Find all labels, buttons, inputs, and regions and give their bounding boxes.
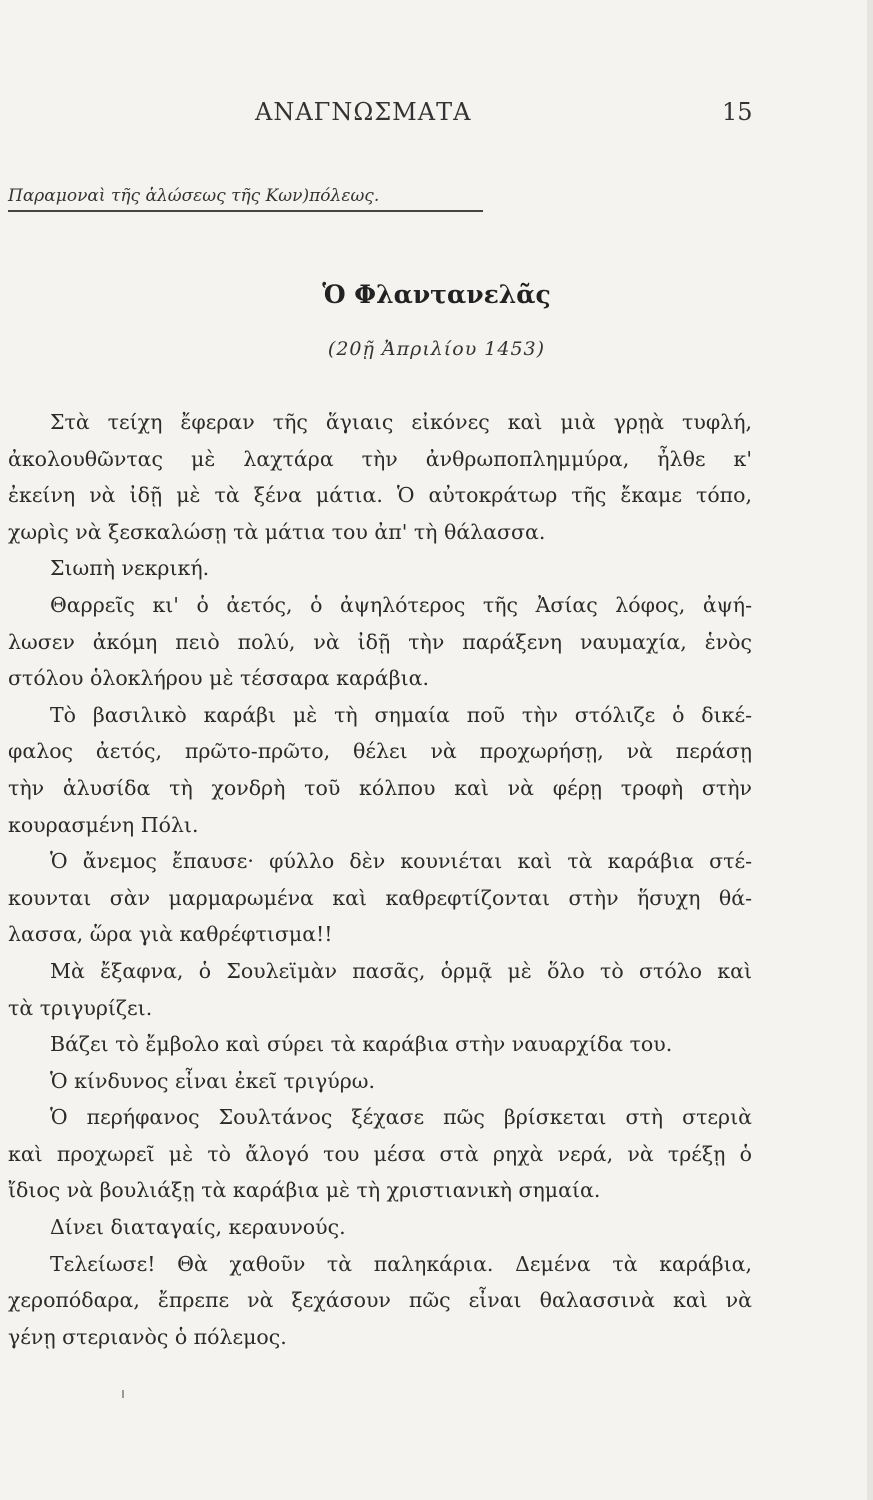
text-line: φαλος ἀετός, πρῶτο-πρῶτο, θέλει νὰ προχωρήσῃ, νὰ περάσῃ (8, 739, 752, 764)
text-line: κουρασμένη Πόλι. (8, 812, 199, 837)
section-caption: Παραμοναὶ τῆς ἁλώσεως τῆς Κων)πόλεως. (8, 186, 483, 212)
text-line: Ὁ ἄνεμος ἔπαυσε· φύλλο δὲν κουνιέται καὶ τὰ καράβια στέ- (50, 849, 752, 874)
running-title: ΑΝΑΓΝΩΣΜΑΤΑ (255, 98, 472, 126)
story-title: Ὁ Φλαντανελᾶς (322, 280, 551, 309)
page-number: 15 (722, 98, 753, 126)
text-line: χωρὶς νὰ ξεσκαλώσῃ τὰ μάτια του ἀπ' τὴ θάλασσα. (8, 519, 546, 544)
text-line: γένῃ στεριανὸς ὁ πόλεμος. (8, 1324, 287, 1349)
text-line: Σιωπὴ νεκρική. (50, 556, 210, 581)
text-line: Μὰ ἔξαφνα, ὁ Σουλεϊμὰν πασᾶς, ὁρμᾷ μὲ ὅλο τὸ στόλο καὶ (50, 958, 752, 983)
text-line: Τελείωσε! Θὰ χαθοῦν τὰ παληκάρια. Δεμένα τὰ καράβια, (50, 1251, 752, 1276)
story-date: (20ῇ Ἀπριλίου 1453) (327, 338, 546, 360)
text-line: Τὸ βασιλικὸ καράβι μὲ τὴ σημαία ποῦ τὴν στόλιζε ὁ δικέ- (50, 702, 752, 727)
text-line: λωσεν ἀκόμη πειὸ πολύ, νὰ ἰδῇ τὴν παράξενη ναυμαχία, ἑνὸς (8, 629, 752, 654)
text-line: Θαρρεῖς κι' ὁ ἀετός, ὁ ἀψηλότερος τῆς Ἀσίας λόφος, ἀψή- (50, 592, 752, 617)
text-line: Βάζει τὸ ἔμβολο καὶ σύρει τὰ καράβια στὴν ναυαρχίδα του. (50, 1032, 673, 1057)
text-line: στόλου ὁλοκλήρου μὲ τέσσαρα καράβια. (8, 666, 429, 691)
text-line: τὰ τριγυρίζει. (8, 995, 153, 1020)
text-line: Ὁ κίνδυνος εἶναι ἐκεῖ τριγύρω. (50, 1068, 375, 1093)
text-line: τὴν ἁλυσίδα τὴ χονδρὴ τοῦ κόλπου καὶ νὰ φέρῃ τροφὴ στὴν (8, 775, 752, 800)
text-line: ἴδιος νὰ βουλιάξῃ τὰ καράβια μὲ τὴ χριστιανικὴ σημαία. (8, 1178, 601, 1203)
text-line: ἐκείνη νὰ ἰδῇ μὲ τὰ ξένα μάτια. Ὁ αὐτοκράτωρ τῆς ἔκαμε τόπο, (8, 483, 752, 508)
text-line: κουνται σὰν μαρμαρωμένα καὶ καθρεφτίζονται στὴν ἥσυχη θά- (8, 885, 752, 910)
body-text (8, 404, 752, 1355)
text-line: ἀκολουθῶντας μὲ λαχτάρα τὴν ἀνθρωποπλημμύρα, ἦλθε κ' (8, 446, 752, 471)
text-line: καὶ προχωρεῖ μὲ τὸ ἄλογό του μέσα στὰ ρηχὰ νερά, νὰ τρέξῃ ὁ (8, 1141, 752, 1166)
ink-mark (122, 1390, 124, 1398)
text-line: Ὁ περήφανος Σουλτάνος ξέχασε πῶς βρίσκεται στὴ στεριὰ (50, 1105, 752, 1130)
text-line: χεροπόδαρα, ἔπρεπε νὰ ξεχάσουν πῶς εἶναι θαλασσινὰ καὶ νὰ (8, 1288, 752, 1313)
text-line: λασσα, ὥρα γιὰ καθρέφτισμα!! (8, 922, 333, 947)
text-line: Στὰ τείχη ἔφεραν τῆς ἅγιαις εἰκόνες καὶ μιὰ γρῃὰ τυφλή, (50, 410, 752, 434)
running-header (0, 98, 873, 132)
text-line: Δίνει διαταγαίς, κεραυνούς. (50, 1215, 346, 1240)
